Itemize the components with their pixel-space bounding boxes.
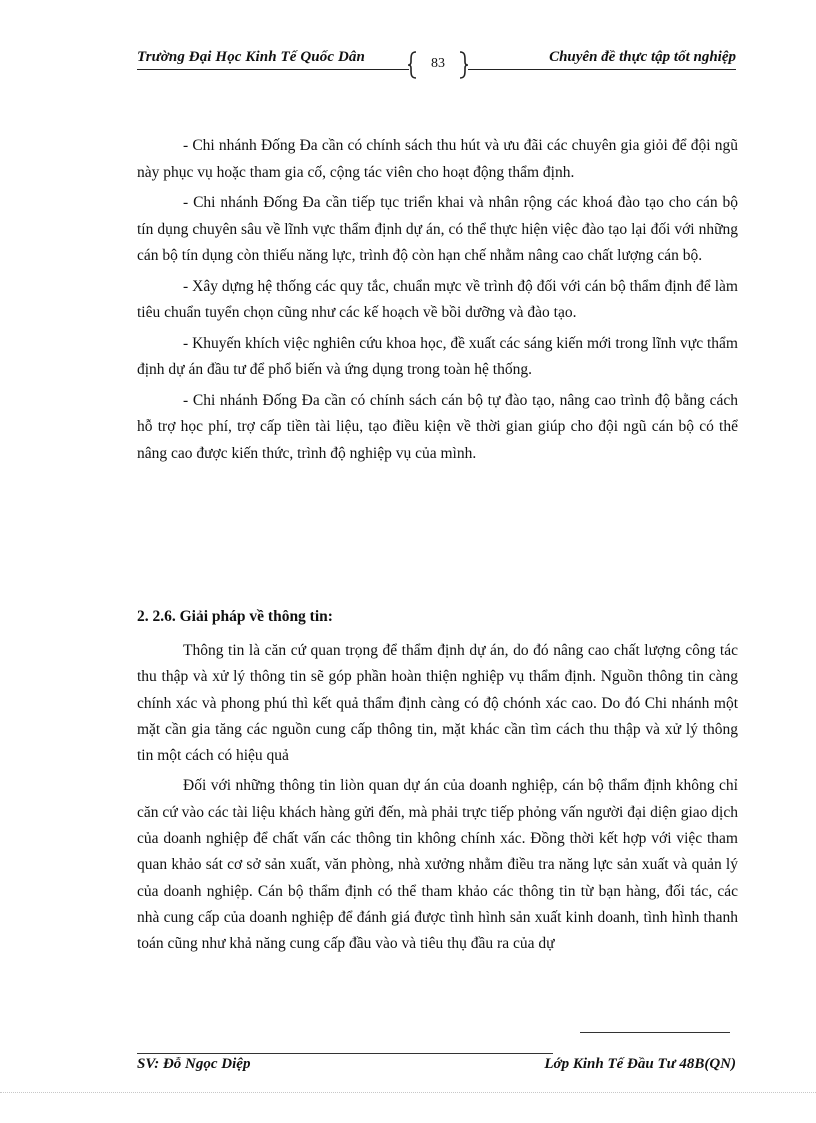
paragraph: - Khuyến khích việc nghiên cứu khoa học, đề xuất các sáng kiến mới trong lĩnh vực thẩm định dự án đầu tư để phổ biến và ứng dụng trong toàn hệ thống. [137,334,738,378]
body-text [137,133,738,471]
footer-student: SV: Đỗ Ngọc Diệp [137,1056,251,1072]
section-heading: 2. 2.6. Giải pháp về thông tin: [137,608,333,625]
paragraph: Đối với những thông tin liòn quan dự án của doanh nghiệp, cán bộ thẩm định không chỉ căn cứ vào các tài liệu khách hàng gửi đến, mà phải trực tiếp phỏng vấn người đại diện giao dịch của doanh nghiệp để chất vấn các thông tin không chính xác. Đồng thời kết hợp với việc tham quan khảo sát cơ sở sản xuất, văn phòng, nhà xưởng nhằm điều tra năng lực sản xuất và quản lý của doanh nghiệp. Cán bộ thẩm định có thể tham khảo các thông tin từ bạn hàng, đối tác, các nhà cung cấp của doanh nghiệp để đánh giá được tình hình sản xuất kinh doanh, tình hình thanh toán cũng như khả năng cung cấp đầu vào và tiêu thụ đầu ra của dự [137,777,738,953]
paragraph: - Chi nhánh Đống Đa cần có chính sách cán bộ tự đào tạo, nâng cao trình độ bằng cách hỗ trợ học phí, trợ cấp tiền tài liệu, tạo điều kiện về thời gian giúp cho đội ngũ cán bộ có thể nâng cao được kiến thức, trình độ nghiệp vụ của mình. [137,391,738,462]
page-number-box [408,50,468,80]
footer-rule [137,1053,553,1054]
paragraph: Thông tin là căn cứ quan trọng để thẩm định dự án, do đó nâng cao chất lượng công tác thu thập và xử lý thông tin sẽ góp phần hoàn thiện nghiệp vụ thẩm định. Nguồn thông tin càng chính xác và phong phú thì kết quả thẩm định càng có độ chónh xác cao. Do đó Chi nhánh một mặt cần gia tăng các nguồn cung cấp thông tin, mặt khác cần tìm cách thu thập và xử lý thông tin một cách có hiệu quả [137,642,738,765]
footer-class: Lớp Kinh Tế Đầu Tư 48B(QN) [544,1056,736,1072]
header-rule-left [137,69,409,70]
page-edge [0,1092,816,1093]
page-number: 83 [431,56,445,71]
header-university: Trường Đại Học Kinh Tế Quốc Dân [137,49,365,65]
section-body-text [137,638,738,962]
header-thesis-title: Chuyên đề thực tập tốt nghiệp [549,49,736,65]
header-rule-right [468,69,736,70]
paragraph: - Xây dựng hệ thống các quy tắc, chuẩn mực về trình độ đối với cán bộ thẩm định để làm tiêu chuẩn tuyển chọn cũng như các kế hoạch về bồi dưỡng và đào tạo. [137,277,738,321]
page-header [0,0,816,90]
paragraph: - Chi nhánh Đống Đa cần có chính sách thu hút và ưu đãi các chuyên gia giỏi để đội ngũ này phục vụ hoặc tham gia cố, cộng tác viên cho hoạt động thẩm định. [137,137,738,181]
paragraph: - Chi nhánh Đống Đa cần tiếp tục triển khai và nhân rộng các khoá đào tạo cho cán bộ tín dụng chuyên sâu về lĩnh vực thẩm định dự án, có thể thực hiện việc đào tạo lại đối với những cán bộ tín dụng còn thiếu năng lực, trình độ còn hạn chế nhằm nâng cao chất lượng cán bộ. [137,194,738,264]
footnote-separator [580,1032,730,1033]
